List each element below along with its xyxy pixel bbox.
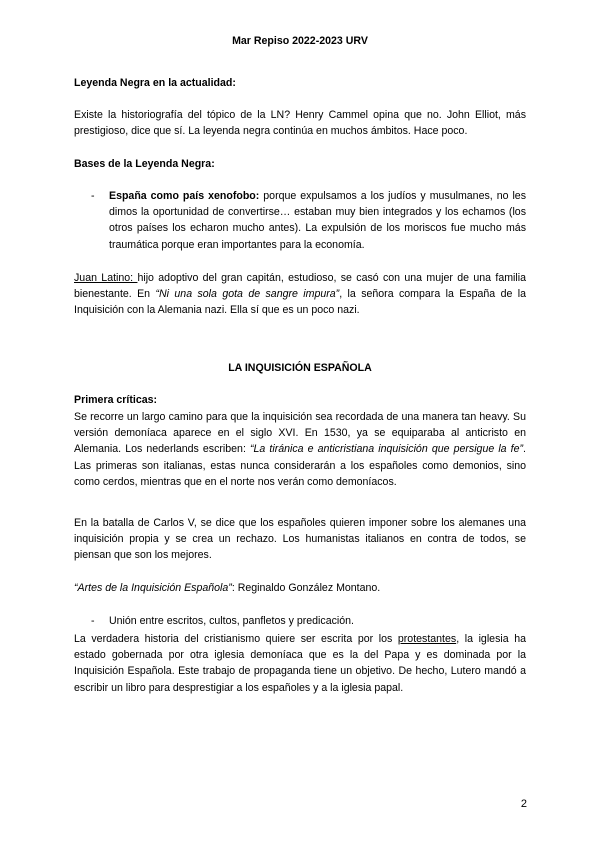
bullet-marker-2: - [91, 615, 95, 627]
paragraph-protestantes [74, 631, 526, 696]
page-number: 2 [520, 798, 527, 810]
bullet-body-text: porque expulsamos a los judíos y musulmanes, no les dimos la oportunidad de convertirse… estaban muy bien integrados y los echamos (los otros países los echaron mucho antes). La expulsión de los moriscos fue mucho más traumática porque eran importantes para la economía. [109, 190, 526, 251]
section-title-inquisicion: LA INQUISICIÓN ESPAÑOLA [228, 362, 372, 374]
artes-title: “Artes de la Inquisición Española” [74, 582, 232, 594]
bullet-bold-label: España como país xenofobo: [109, 190, 260, 202]
heading-bases-leyenda: Bases de la Leyenda Negra: [74, 158, 215, 170]
para3-text-b: , la iglesia ha estado gobernada por otra iglesia demoníaca que es la del Papa y es dominada por la Inquisición Española. Este trabajo de propaganda tiene un objetivo. De hecho, Lutero mandó a escribir un libro para desprestigiar a los españoles y a la iglesia papal. [74, 633, 526, 694]
para1-text-b: . Las primeras son italianas, estas nunca considerarán a los españoles como demonios, sino como cerdos, mientras que en el norte nos verán como demoníacos. [74, 443, 526, 488]
juan-latino-quote: “Ni una sola gota de sangre impura” [155, 288, 340, 301]
juan-latino-text2: , la señora compara la España de la Inquisición con la Alemania nazi. Ella sí que es un poco nazi. [74, 288, 526, 317]
paragraph-historiografia: Existe la historiografía del tópico de la LN? Henry Cammel opina que no. John Elliot, más prestigioso, dice que sí. La leyenda negra continúa en muchos ámbitos. Hace poco. [74, 109, 526, 138]
heading-leyenda-actualidad: Leyenda Negra en la actualidad: [74, 77, 236, 89]
para1-quote: “La tiránica e anticristiana inquisición que persigue la fe” [249, 443, 524, 456]
paragraph-artes [74, 580, 526, 596]
bullet-union-escritos: Unión entre escritos, cultos, panfletos y predicación. [109, 615, 354, 627]
artes-author: : Reginaldo González Montano. [231, 582, 381, 594]
para3-text-a: La verdadera historia del cristianismo quiere ser escrita por los [74, 633, 398, 645]
heading-primera-criticas: Primera críticas: [74, 394, 158, 406]
para1-text-a: Se recorre un largo camino para que la inquisición sea recordada de una manera tan heavy. Su versión demoníaca aparece en el siglo XVI. En 1530, ya se equiparaba al anticristo en Alemania. Los nederlands escriben: [74, 411, 526, 456]
page-header: Mar Repiso 2022-2023 URV [232, 35, 368, 47]
paragraph-primeras-criticas [74, 409, 526, 490]
juan-latino-name: Juan Latino: [74, 272, 138, 284]
paragraph-carlos-v: En la batalla de Carlos V, se dice que los españoles quieren imponer sobre los alemanes una inquisición propia y se crea un rechazo. Los humanistas italianos en contra de todos, se piensan que son los mejores. [74, 517, 526, 562]
bullet-xenofobo [109, 188, 526, 253]
para3-underlined: protestantes [397, 633, 457, 645]
paragraph-juan-latino [74, 270, 526, 319]
juan-latino-text1: hijo adoptivo del gran capitán, estudioso, se casó con una mujer de una familia bienestante. En [74, 272, 526, 301]
bullet-marker: - [91, 190, 95, 202]
